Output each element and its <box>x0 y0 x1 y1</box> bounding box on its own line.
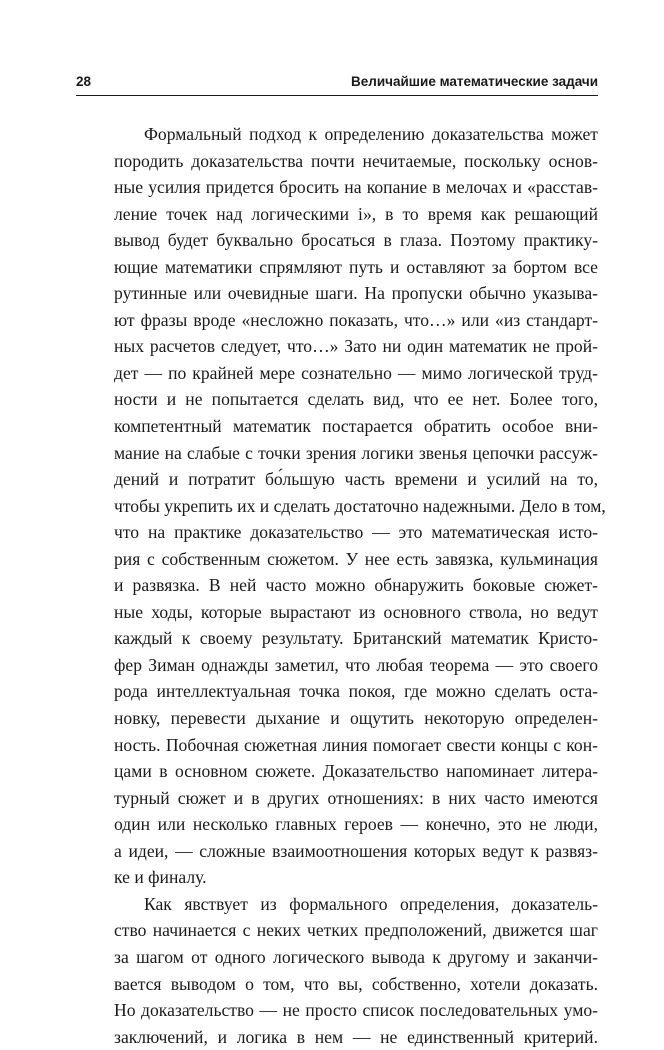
page-header <box>76 74 598 94</box>
text-line: рода интеллектуальная точка покоя, где можно сделать оста- <box>114 681 598 702</box>
text-line: новку, перевести дыхание и ощутить некоторую определен- <box>114 708 598 729</box>
text-line: мание на слабые с точки зрения логики звенья цепочки рассуж- <box>114 442 598 463</box>
paragraph <box>114 121 606 891</box>
text-line: заключений, и логика в нем — не единственный критерий. <box>114 1026 598 1047</box>
text-line: и развязка. В ней часто можно обнаружить боковые сюжет- <box>114 575 598 596</box>
text-line: ление точек над логическими i», в то время как решающий <box>114 203 598 224</box>
paragraph <box>114 891 598 1050</box>
body-text <box>114 121 606 1050</box>
text-line: рутинные или очевидные шаги. На пропуски обычно указыва- <box>114 283 598 304</box>
page-number: 28 <box>76 74 92 89</box>
text-line: что на практике доказательство — это математическая исто- <box>114 522 598 543</box>
text-line: ство начинается с неких четких предположений, движется шаг <box>114 920 598 941</box>
text-line: один или несколько главных героев — конечно, это не люди, <box>114 814 598 835</box>
text-line: дет — по крайней мере сознательно — мимо логической труд- <box>114 362 598 383</box>
text-line: ность. Побочная сюжетная линия помогает свести концы с кон- <box>114 734 598 755</box>
text-line: цами в основном сюжете. Доказательство напоминает литера- <box>114 761 598 782</box>
text-line: породить доказательства почти нечитаемые, поскольку основ- <box>114 150 598 171</box>
text-line: ют фразы вроде «несложно показать, что…» или «из стандарт- <box>114 309 598 330</box>
text-line: Но доказательство — не просто список последовательных умо- <box>114 1000 598 1021</box>
header-divider <box>76 95 598 96</box>
running-title: Величайшие математические задачи <box>351 74 598 89</box>
text-line: рия с собственным сюжетом. У нее есть завязка, кульминация <box>114 548 598 569</box>
text-line: вается выводом о том, что вы, собственно, хотели доказать. <box>114 973 598 994</box>
text-line: ные усилия придется бросить на копание в мелочах и «расстав- <box>114 177 598 198</box>
text-line: ке и финалу. <box>114 867 207 888</box>
text-line: Как явствует из формального определения, доказатель- <box>144 893 598 914</box>
text-line: ности и не попытается сделать вид, что ее нет. Более того, <box>114 389 598 410</box>
text-line: компетентный математик постарается обратить особое вни- <box>114 416 598 437</box>
text-line: вывод будет буквально бросаться в глаза. Поэтому практику- <box>114 230 598 251</box>
text-line: а идеи, — сложные взаимоотношения которых ведут к развяз- <box>114 840 598 861</box>
text-line: ные ходы, которые вырастают из основного ствола, но ведут <box>114 601 598 622</box>
text-line: Формальный подход к определению доказательства может <box>144 124 598 144</box>
text-line: чтобы укрепить их и сделать достаточно надежными. Дело в том, <box>114 495 606 516</box>
text-line: фер Зиман однажды заметил, что любая теорема — это своего <box>114 654 598 675</box>
text-line: каждый к своему результату. Британский математик Кристо- <box>114 628 598 649</box>
text-line: ных расчетов следует, что…» Зато ни один математик не прой- <box>114 336 598 357</box>
text-line: дений и потратит бо́льшую часть времени и усилий на то, <box>114 469 598 490</box>
text-line: за шагом от одного логического вывода к другому и заканчи- <box>114 946 598 967</box>
text-line: ющие математики спрямляют путь и оставляют за бортом все <box>114 256 598 277</box>
text-line: турный сюжет и в других отношениях: в них часто имеются <box>114 787 598 808</box>
